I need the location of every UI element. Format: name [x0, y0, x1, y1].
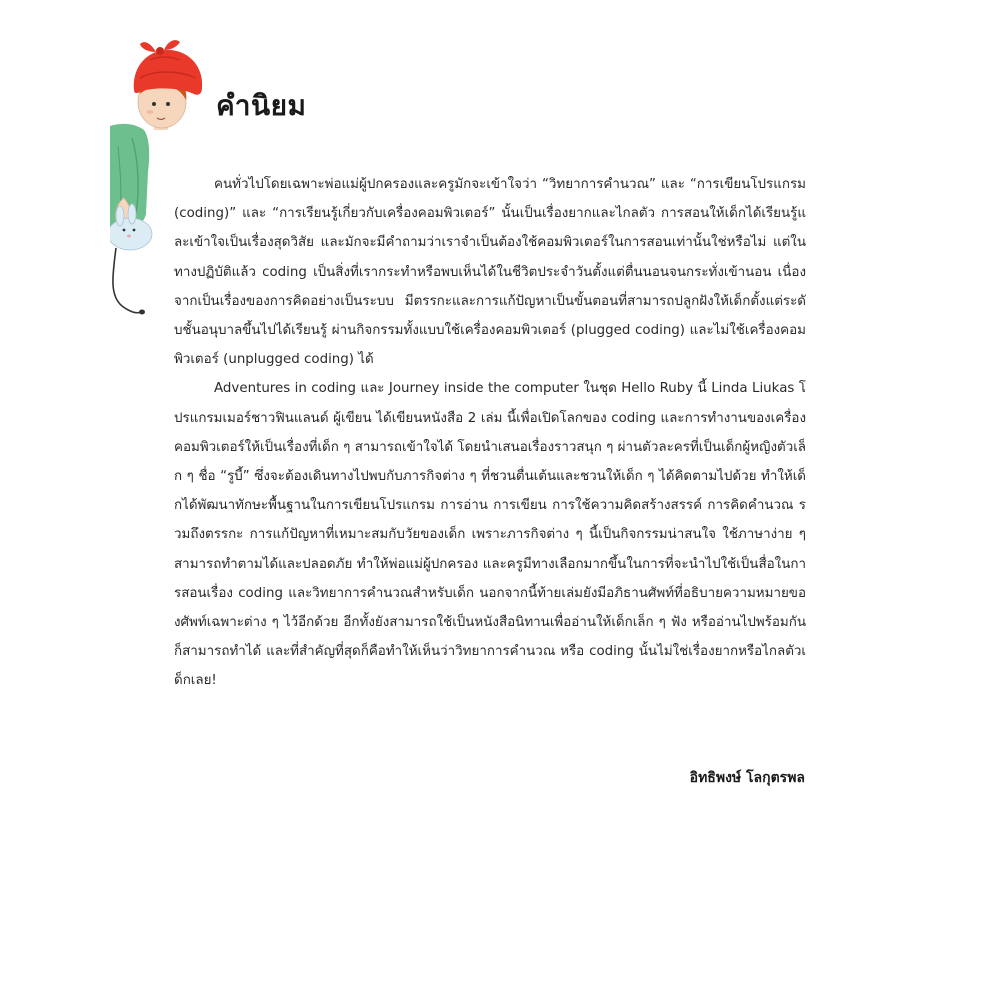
- paragraph: Adventures in coding และ Journey inside the computer ในชุด Hello Ruby นี้ Linda Liukas โปรแกรมเมอร์ชาวฟินแลนด์ ผู้เขียน ได้เขียนหนังสือ 2 เล่ม นี้เพื่อเปิดโลกของ coding และการทำงานของเครื่องคอมพิวเตอร์ให้เป็นเรื่องที่เด็ก ๆ สามารถเข้าใจได้ โดยนำเสนอเรื่องราวสนุก ๆ ผ่านตัวละครที่เป็นเด็กผู้หญิงตัวเล็ก ๆ ชื่อ “รูบี้” ซึ่งจะต้องเดินทางไปพบกับภารกิจต่าง ๆ ที่ชวนตื่นเต้นและชวนให้เด็ก ๆ ได้คิดตามไปด้วย ทำให้เด็กได้พัฒนาทักษะพื้นฐานในการเขียนโปรแกรม การอ่าน การเขียน การใช้ความคิดสร้างสรรค์ การคิดคำนวณ รวมถึงตรรกะ การแก้ปัญหาที่เหมาะสมกับวัยของเด็ก เพราะภารกิจต่าง ๆ นี้เป็นกิจกรรมน่าสนใจ ใช้ภาษาง่าย ๆ สามารถทำตามได้และปลอดภัย ทำให้พ่อแม่ผู้ปกครอง และครูมีทางเลือกมากขึ้นในการที่จะนำไปใช้เป็นสื่อในการสอนเรื่อง coding และวิทยาการคำนวณสำหรับเด็ก นอกจากนี้ท้ายเล่มยังมีอภิธานศัพท์ที่อธิบายความหมายของศัพท์เฉพาะต่าง ๆ ไว้อีกด้วย อีกทั้งยังสามารถใช้เป็นหนังสือนิทานเพื่ออ่านให้เด็กเล็ก ๆ ฟัง หรืออ่านไปพร้อมกันก็สามารถทำได้ และที่สำคัญที่สุดก็คือทำให้เห็นว่าวิทยาการคำนวณ หรือ coding นั้นไม่ใช่เรื่องยากหรือไกลตัวเด็กเลย!: [174, 381, 806, 689]
- cable-line: [113, 248, 142, 313]
- cable-plug: [139, 310, 145, 315]
- author-signature: อิทธิพงษ์ โลกุตรพล: [689, 770, 805, 786]
- body-text: [174, 170, 806, 696]
- paragraph: คนทั่วไปโดยเฉพาะพ่อแม่ผู้ปกครองและครูมักจะเข้าใจว่า “วิทยาการคำนวณ” และ “การเขียนโปรแกรม (coding)” และ “การเรียนรู้เกี่ยวกับเครื่องคอมพิวเตอร์” นั้นเป็นเรื่องยากและไกลตัว การสอนให้เด็กได้เรียนรู้และเข้าใจเป็นเรื่องสุดวิสัย และมักจะมีคำถามว่าเราจำเป็นต้องใช้คอมพิวเตอร์ในการสอนเท่านั้นใช่หรือไม่ แต่ในทางปฏิบัติแล้ว coding เป็นสิ่งที่เรากระทำหรือพบเห็นได้ในชีวิตประจำวันตั้งแต่ตื่นนอนจนกระทั่งเข้านอน เนื่องจากเป็นเรื่องของการคิดอย่างเป็นระบบ มีตรรกะและการแก้ปัญหาเป็นขั้นตอนที่สามารถปลูกฝังให้เด็กตั้งแต่ระดับชั้นอนุบาลขึ้นไปได้เรียนรู้ ผ่านกิจกรรมทั้งแบบใช้เครื่องคอมพิวเตอร์ (plugged coding) และไม่ใช้เครื่องคอมพิวเตอร์ (unplugged coding) ได้: [174, 177, 806, 368]
- page-title: คำนิยม: [216, 89, 307, 122]
